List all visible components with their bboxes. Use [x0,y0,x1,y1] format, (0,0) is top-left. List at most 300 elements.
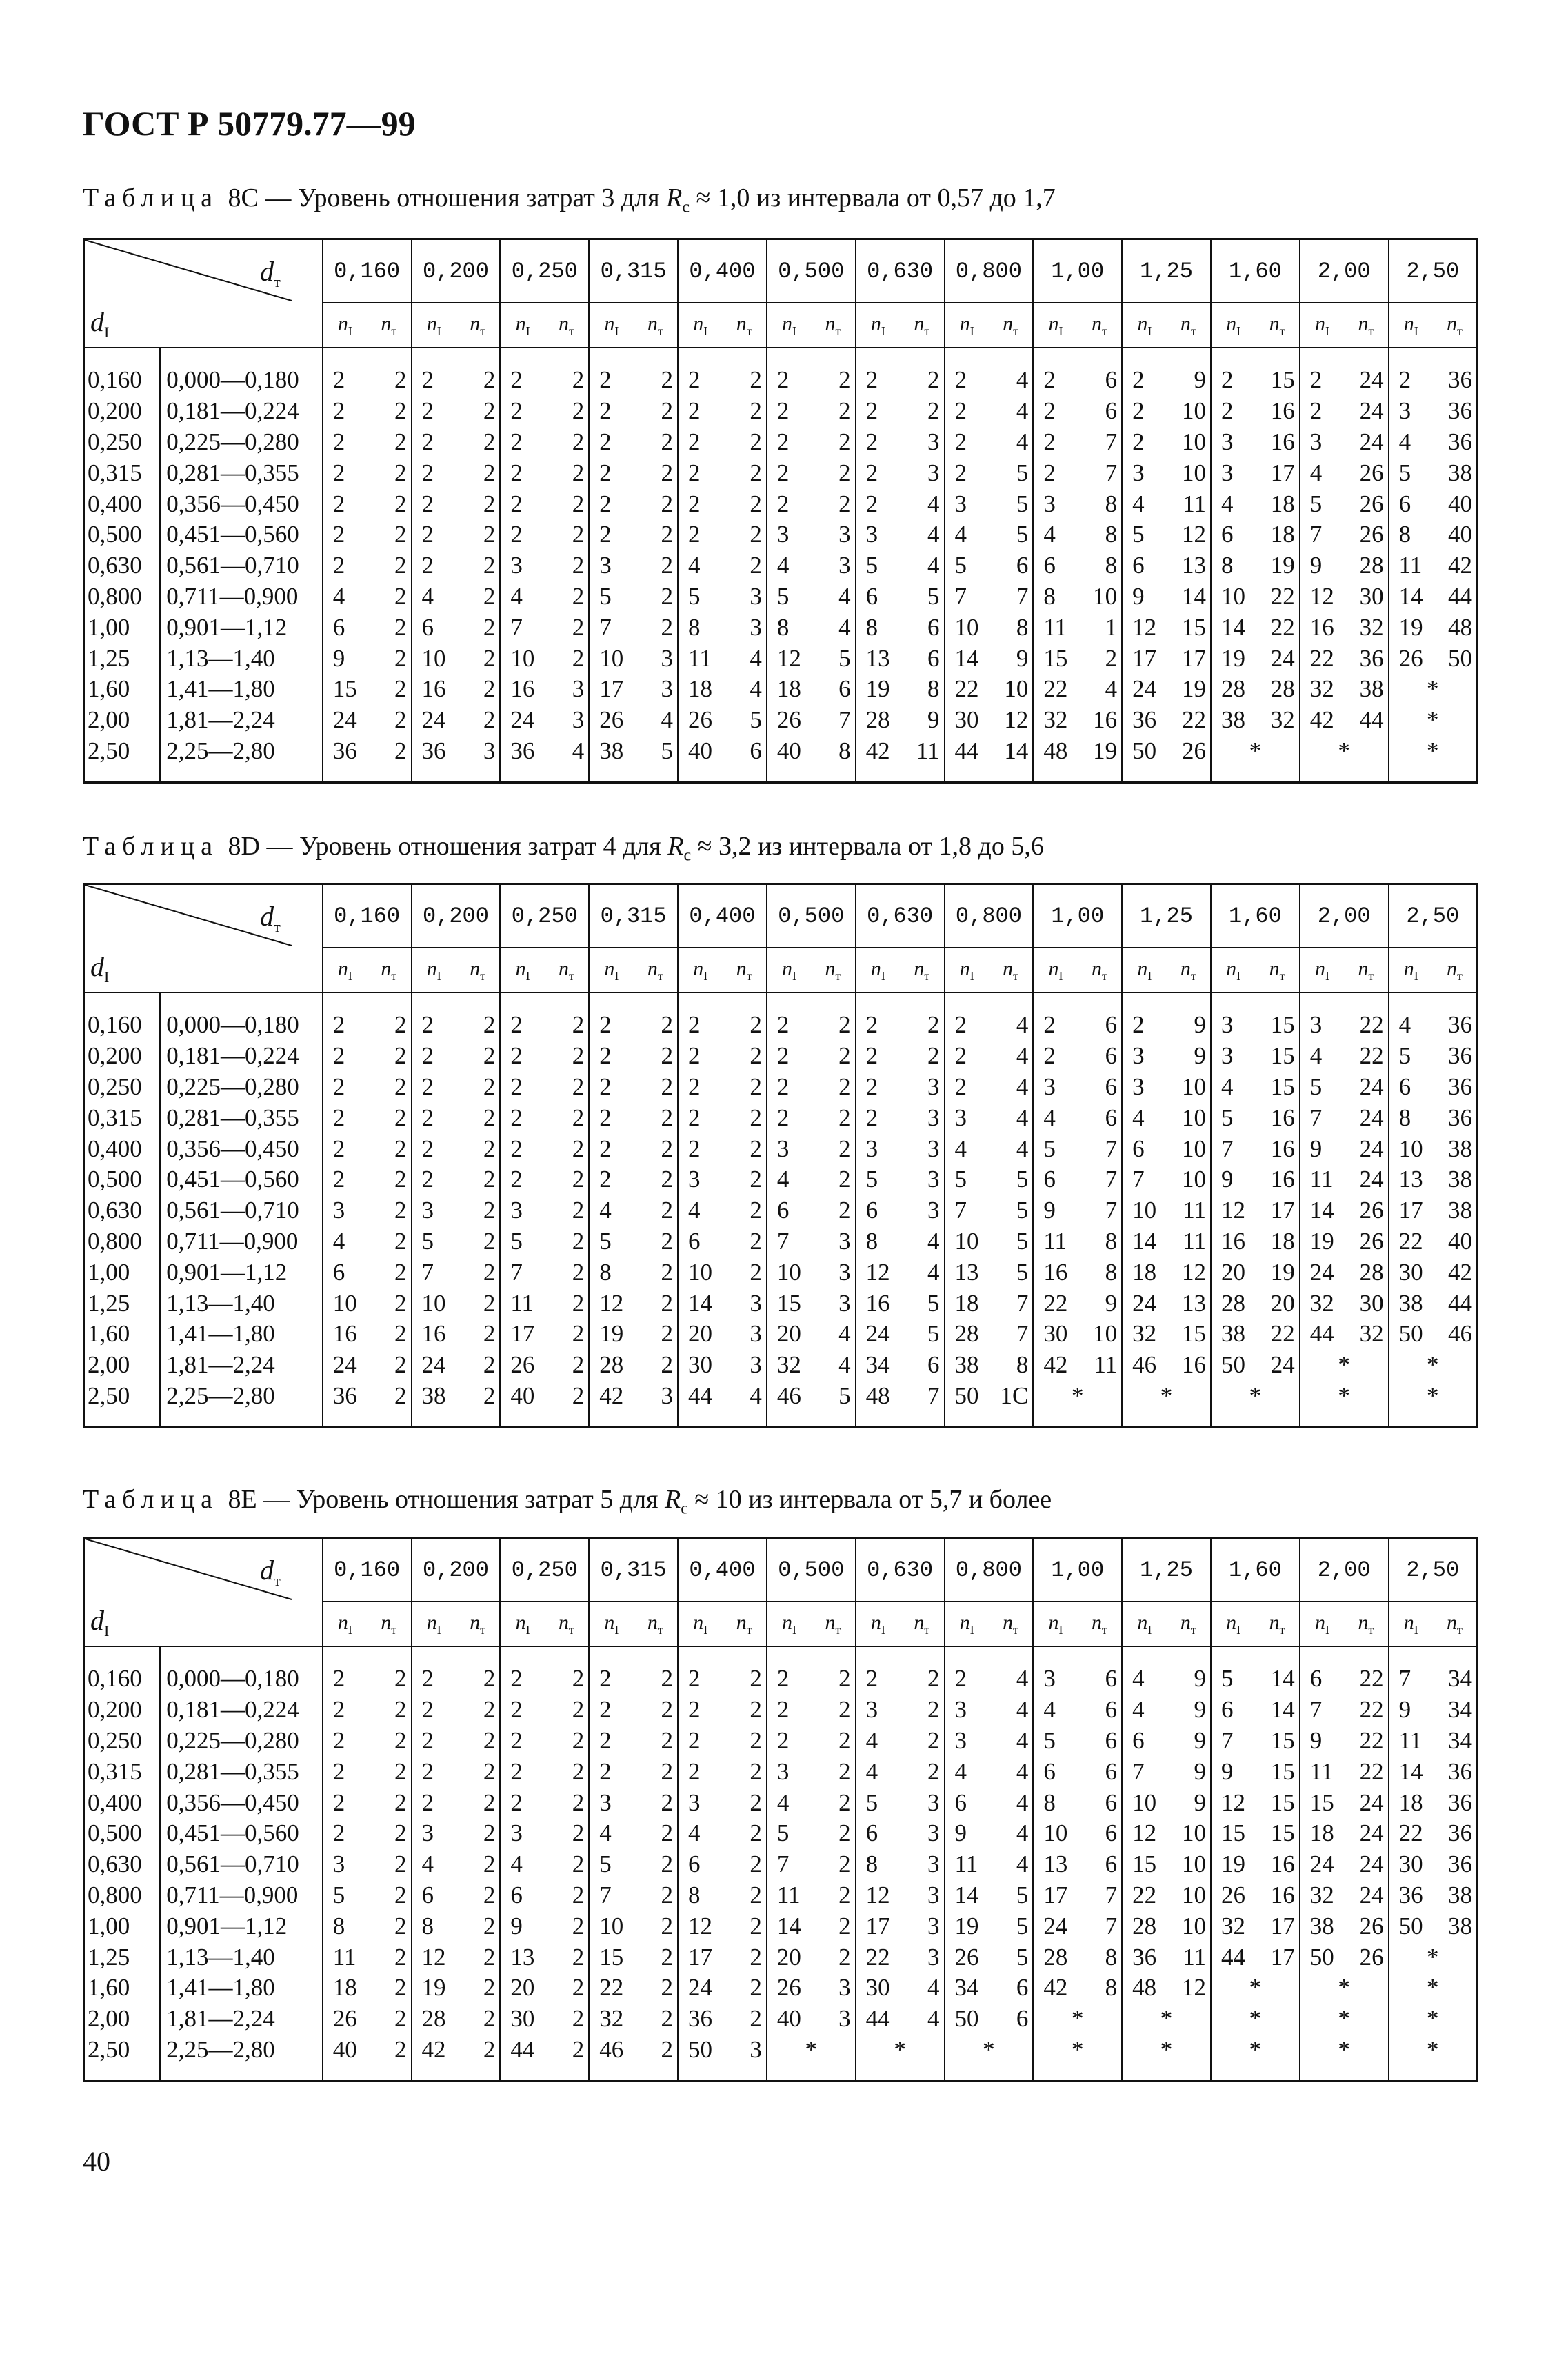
cell-nt: 2 [572,613,585,641]
cell-ni: 14 [1389,1756,1433,1787]
column-header-dt: 0,630 [856,884,945,948]
table-row [84,1787,1478,1818]
cell-nt: 2 [572,1258,585,1286]
subheader-nt: $n_т$ [1433,1602,1478,1646]
cell-nt: 15 [1270,1042,1295,1070]
cell-ni: 11 [1389,1726,1433,1757]
cell-ni: 9 [1300,1726,1344,1757]
cell-unavailable: * [1389,736,1478,767]
spacer-cell [160,993,323,1010]
row-label-di: 0,400 [88,1788,142,1816]
column-header-dt: 0,200 [412,239,501,303]
spacer-cell [945,348,989,365]
spacer-cell [634,766,678,783]
cell-nt: 2 [483,1881,496,1908]
row-label-di: 0,630 [88,1851,142,1878]
nt-subscript: т [1457,1622,1463,1637]
cell-ni: 3 [323,1195,367,1226]
cell-nt: 6 [1105,1819,1118,1847]
nt-subscript: т [1368,1622,1374,1637]
row-label-di: 0,200 [88,397,142,425]
spacer-cell [456,1646,500,1664]
column-header-dt: 2,00 [1300,1538,1389,1602]
cell-nt: 22 [1359,1696,1384,1724]
cell-nt: 2 [750,1974,762,2002]
cell-nt: 7 [1105,1881,1118,1908]
cell-ni: 34 [945,1973,989,2004]
cell-nt: 10 [1181,397,1206,425]
nt-subscript: т [391,968,397,983]
column-header-dt: 1,25 [1122,1538,1211,1602]
cell-nt: 22 [1270,582,1295,610]
cell-nt: 2 [750,428,762,455]
cell-ni: 8 [1389,1102,1433,1133]
row-range: 0,356—0,450 [160,1787,323,1818]
spacer-cell [900,1646,944,1664]
column-header-dt: 0,500 [767,884,856,948]
corner-dt-subscript: т [274,273,281,290]
cell-unavailable: * [1211,2004,1300,2035]
cell-ni: 10 [412,643,456,674]
nt-subscript: т [924,323,930,338]
cell-nt: 2 [394,1819,407,1847]
cell-ni: 2 [323,519,367,550]
spacer-cell [634,1411,678,1428]
cell-nt: 2 [572,459,585,486]
cell-nt: 2 [661,1943,674,1971]
cell-nt: 4 [927,490,940,517]
cell-nt: 5 [838,644,851,672]
spacer-cell [634,1646,678,1664]
spacer-cell [84,1411,161,1428]
cell-nt: 2 [750,1073,762,1100]
cell-nt: 14 [1181,582,1206,610]
cell-ni: 32 [1211,1911,1255,1942]
cell-nt: 2 [661,1258,674,1286]
ni-subscript: I [1414,1622,1418,1637]
cell-nt: 4 [1016,428,1029,455]
cell-nt: 2 [572,1788,585,1816]
cell-ni: 24 [412,1350,456,1381]
cell-unavailable: * [1389,1381,1478,1412]
cell-nt: 2 [394,1320,407,1348]
cell-ni: 5 [678,581,722,612]
cell-ni: 3 [856,1695,900,1726]
cell-ni: 40 [767,2004,811,2035]
cell-nt: 2 [394,1197,407,1224]
cell-ni: 42 [1033,1350,1077,1381]
cell-unavailable: * [1389,1942,1478,1973]
cell-ni: 7 [1122,1164,1166,1195]
row-range: 0,281—0,355 [160,1102,323,1133]
sampling-table [83,1537,1478,2082]
table-caption [83,183,1056,217]
cell-ni: 6 [1389,488,1433,519]
cell-nt: 2 [572,1851,585,1878]
cell-nt: 4 [1016,366,1029,394]
cell-nt: 2 [483,1104,496,1131]
cell-nt: 9 [1105,1289,1118,1317]
cell-ni: 3 [500,1818,544,1849]
subheader-ni: $n_I$ [500,948,544,993]
cell-nt: 13 [1181,1289,1206,1317]
cell-nt: 30 [1359,1289,1384,1317]
cell-nt: 2 [661,1197,674,1224]
cell-nt: 15 [1270,1819,1295,1847]
cell-nt: 2 [838,1011,851,1039]
cell-nt: 2 [483,1974,496,2002]
cell-nt: 2 [394,644,407,672]
cell-nt: 3 [838,521,851,548]
spacer-cell [589,993,633,1010]
nt-subscript: т [835,968,841,983]
cell-ni: 20 [500,1973,544,2004]
cell-ni: 5 [1122,519,1166,550]
cell-nt: 2 [927,1757,940,1785]
nt-subscript: т [1368,968,1374,983]
cell-nt: 2 [750,1819,762,1847]
table-row [84,427,1478,458]
table-row [84,1226,1478,1257]
spacer-cell [323,993,367,1010]
table-row [84,1041,1478,1072]
cell-ni: 4 [500,581,544,612]
ni-subscript: I [792,323,797,338]
cell-ni: 46 [589,2035,633,2066]
nt-subscript: т [1457,323,1463,338]
cell-unavailable: * [1389,1350,1478,1381]
table-row [84,1849,1478,1880]
column-header-dt: 1,00 [1033,239,1122,303]
cell-ni: 12 [856,1257,900,1288]
cell-ni: 2 [589,1756,633,1787]
cell-nt: 2 [572,521,585,548]
row-range: 0,711—0,900 [160,581,323,612]
cell-nt: 36 [1448,1788,1472,1816]
corner-di-label: $d_I$ [90,1605,110,1639]
cell-ni: 2 [500,1695,544,1726]
cell-ni: 2 [500,365,544,396]
row-range: 0,181—0,224 [160,396,323,427]
column-header-dt: 1,60 [1211,1538,1300,1602]
cell-nt: 2 [394,552,407,579]
subheader-nt: $n_т$ [1167,948,1211,993]
spacer-cell [678,1646,722,1664]
cell-ni: 5 [767,581,811,612]
cell-nt: 2 [572,1819,585,1847]
cell-nt: 2 [661,582,674,610]
cell-nt: 20 [1270,1289,1295,1317]
cell-ni: 4 [678,1818,722,1849]
cell-ni: 32 [589,2004,633,2035]
row-range: 2,25—2,80 [160,1381,323,1412]
spacer-cell [367,348,411,365]
cell-ni: 19 [856,674,900,705]
row-label-di: 0,315 [88,1104,142,1131]
column-header-dt: 0,800 [945,239,1034,303]
cell-nt: 2 [750,1696,762,1724]
spacer-cell [989,993,1033,1010]
cell-ni: 7 [500,1257,544,1288]
cell-ni: 2 [323,1756,367,1787]
cell-nt: 2 [838,459,851,486]
spacer-cell [1033,766,1077,783]
cell-nt: 40 [1448,1227,1472,1255]
cell-nt: 2 [927,1665,940,1693]
spacer-cell [767,1646,811,1664]
cell-unavailable: * [1122,2035,1211,2066]
cell-nt: 36 [1448,1042,1472,1070]
cell-ni: 38 [1211,705,1255,736]
cell-nt: 2 [572,1104,585,1131]
cell-ni: 12 [589,1288,633,1319]
subheader-ni: $n_I$ [1389,1602,1433,1646]
cell-ni: 6 [500,1880,544,1911]
header-row [84,1538,1478,1602]
cell-ni: 28 [412,2004,456,2035]
cell-ni: 11 [1033,1226,1077,1257]
cell-unavailable: * [856,2035,945,2066]
cell-ni: 12 [1300,581,1344,612]
ni-subscript: I [614,968,619,983]
cell-ni: 24 [500,705,544,736]
spacer-cell [1211,2065,1255,2082]
spacer-cell [1078,348,1122,365]
cell-nt: 2 [483,1819,496,1847]
table-caption-interval: ≈ 1,0 из интервала от 0,57 до 1,7 [690,183,1056,212]
spacer-cell [989,1411,1033,1428]
cell-ni: 2 [767,457,811,488]
cell-ni: 22 [1300,643,1344,674]
row-label-di: 0,630 [88,1197,142,1224]
cell-ni: 4 [767,550,811,581]
cell-ni: 4 [1211,1072,1255,1103]
cell-ni: 17 [500,1319,544,1350]
spacer-cell [634,993,678,1010]
row-label-di: 0,315 [88,1757,142,1785]
cell-nt: 6 [1105,1757,1118,1785]
cell-ni: 10 [1122,1195,1166,1226]
cell-ni: 2 [589,457,633,488]
spacer-cell [900,2065,944,2082]
spacer-cell [811,2065,855,2082]
subheader-ni: $n_I$ [856,1602,900,1646]
cell-nt: 28 [1270,675,1295,703]
corner-cell [84,884,323,993]
cell-ni: 7 [589,612,633,643]
cell-ni: 50 [1122,736,1166,767]
cell-ni: 12 [1122,612,1166,643]
row-range: 1,41—1,80 [160,1973,323,2004]
cell-nt: 40 [1448,490,1472,517]
cell-ni: 19 [1389,612,1433,643]
ni-subscript: I [525,1622,530,1637]
cell-nt: 10 [1181,1912,1206,1939]
cell-ni: 50 [945,2004,989,2035]
cell-nt: 2 [572,1912,585,1939]
cell-ni: 2 [678,1133,722,1164]
cell-ni: 9 [1033,1195,1077,1226]
cell-ni: 3 [500,550,544,581]
cell-ni: 4 [1211,488,1255,519]
cell-nt: 2 [483,1851,496,1878]
cell-ni: 10 [1033,1818,1077,1849]
column-header-dt: 0,160 [323,884,412,948]
row-label-di: 1,25 [88,1289,130,1317]
cell-ni: 2 [678,365,722,396]
cell-nt: 16 [1093,706,1118,734]
cell-ni: 3 [1122,1041,1166,1072]
subheader-nt: $n_т$ [900,948,944,993]
cell-nt: 2 [572,582,585,610]
spacer-row [84,2065,1478,2082]
cell-nt: 2 [394,1382,407,1409]
cell-nt: 32 [1359,613,1384,641]
cell-nt: 4 [661,706,674,734]
table-row [84,1381,1478,1412]
cell-ni: 6 [1389,1072,1433,1103]
nt-subscript: т [1457,968,1463,983]
table-row [84,1880,1478,1911]
cell-nt: 2 [661,1788,674,1816]
spacer-cell [1033,1411,1077,1428]
cell-nt: 2 [661,1351,674,1379]
cell-nt: 2 [838,1726,851,1754]
cell-nt: 3 [838,2005,851,2033]
spacer-cell [1167,766,1211,783]
column-header-dt: 0,315 [589,884,678,948]
spacer-cell [1344,1646,1388,1664]
cell-nt: 2 [661,1042,674,1070]
cell-ni: 12 [678,1911,722,1942]
row-label-di: 0,500 [88,1819,142,1847]
spacer-cell [722,348,766,365]
cell-nt: 5 [1016,1227,1029,1255]
cell-unavailable: * [1300,1381,1389,1412]
cell-ni: 4 [589,1818,633,1849]
cell-nt: 16 [1270,397,1295,425]
cell-unavailable: * [945,2035,1034,2066]
cell-nt: 5 [1016,459,1029,486]
spacer-cell [856,348,900,365]
cell-nt: 38 [1448,1197,1472,1224]
row-label-di: 0,800 [88,582,142,610]
cell-nt: 2 [661,1073,674,1100]
spacer-cell [856,2065,900,2082]
row-label-di: 2,00 [88,2005,130,2033]
cell-nt: 34 [1448,1696,1472,1724]
cell-nt: 2 [483,1042,496,1070]
cell-ni: 8 [1211,550,1255,581]
cell-nt: 2 [483,459,496,486]
cell-ni: 3 [1033,1072,1077,1103]
corner-diagonal [85,885,322,990]
cell-nt: 2 [838,1042,851,1070]
cell-nt: 3 [661,644,674,672]
cell-nt: 2 [661,613,674,641]
cell-unavailable: * [1389,1973,1478,2004]
cell-nt: 9 [927,706,940,734]
row-range: 1,13—1,40 [160,1288,323,1319]
cell-ni: 2 [323,365,367,396]
cell-ni: 2 [412,457,456,488]
spacer-cell [811,1646,855,1664]
cell-nt: 19 [1270,1258,1295,1286]
cell-nt: 9 [1194,1696,1206,1724]
spacer-cell [456,993,500,1010]
cell-nt: 2 [394,1851,407,1878]
row-label-di: 0,250 [88,428,142,455]
cell-unavailable: * [1211,1973,1300,2004]
spacer-cell [678,993,722,1010]
subheader-nt: $n_т$ [989,303,1033,348]
nt-subscript: т [1102,968,1107,983]
cell-ni: 44 [856,2004,900,2035]
corner-cell [84,239,323,348]
subheader-ni: $n_I$ [767,948,811,993]
spacer-cell [545,1411,589,1428]
cell-nt: 2 [394,613,407,641]
cell-ni: 2 [500,1756,544,1787]
cell-nt: 2 [483,644,496,672]
cell-nt: 2 [750,1197,762,1224]
cell-ni: 30 [1389,1257,1433,1288]
table-caption-text: 8Е — Уровень отношения затрат 5 для [228,1485,665,1514]
cell-ni: 2 [767,1072,811,1103]
cell-nt: 4 [1016,397,1029,425]
cell-nt: 2 [483,1696,496,1724]
cell-ni: 5 [945,550,989,581]
cell-ni: 44 [500,2035,544,2066]
nt-subscript: т [657,323,663,338]
spacer-cell [945,993,989,1010]
cell-ni: 8 [1033,1787,1077,1818]
cell-nt: 1 [1105,613,1118,641]
spacer-row [84,348,1478,365]
ni-subscript: I [1058,323,1063,338]
subheader-nt: $n_т$ [545,948,589,993]
cell-ni: 4 [412,581,456,612]
cell-ni: 15 [1300,1787,1344,1818]
cell-nt: 26 [1359,1943,1384,1971]
column-header-dt: 1,00 [1033,1538,1122,1602]
cell-nt: 5 [1016,1258,1029,1286]
cell-ni: 10 [500,643,544,674]
spacer-cell [545,766,589,783]
table-row [84,1726,1478,1757]
cell-nt: 2 [483,397,496,425]
nt-subscript: т [1190,1622,1196,1637]
column-header-dt: 2,00 [1300,884,1389,948]
cell-ni: 16 [1300,612,1344,643]
cell-nt: 4 [750,1382,762,1409]
cell-ni: 24 [1033,1911,1077,1942]
cell-nt: 3 [927,1104,940,1131]
row-label-di: 1,25 [88,644,130,672]
row-range: 1,41—1,80 [160,1319,323,1350]
nt-subscript: т [1013,968,1019,983]
cell-nt: 15 [1270,1757,1295,1785]
cell-ni: 4 [1389,1010,1433,1041]
table-row [84,457,1478,488]
cell-nt: 2 [394,1788,407,1816]
cell-nt: 2 [838,1696,851,1724]
cell-unavailable: * [1033,2035,1122,2066]
cell-nt: 22 [1270,613,1295,641]
cell-ni: 12 [1211,1787,1255,1818]
cell-ni: 24 [1300,1849,1344,1880]
cell-nt: 3 [927,1135,940,1162]
